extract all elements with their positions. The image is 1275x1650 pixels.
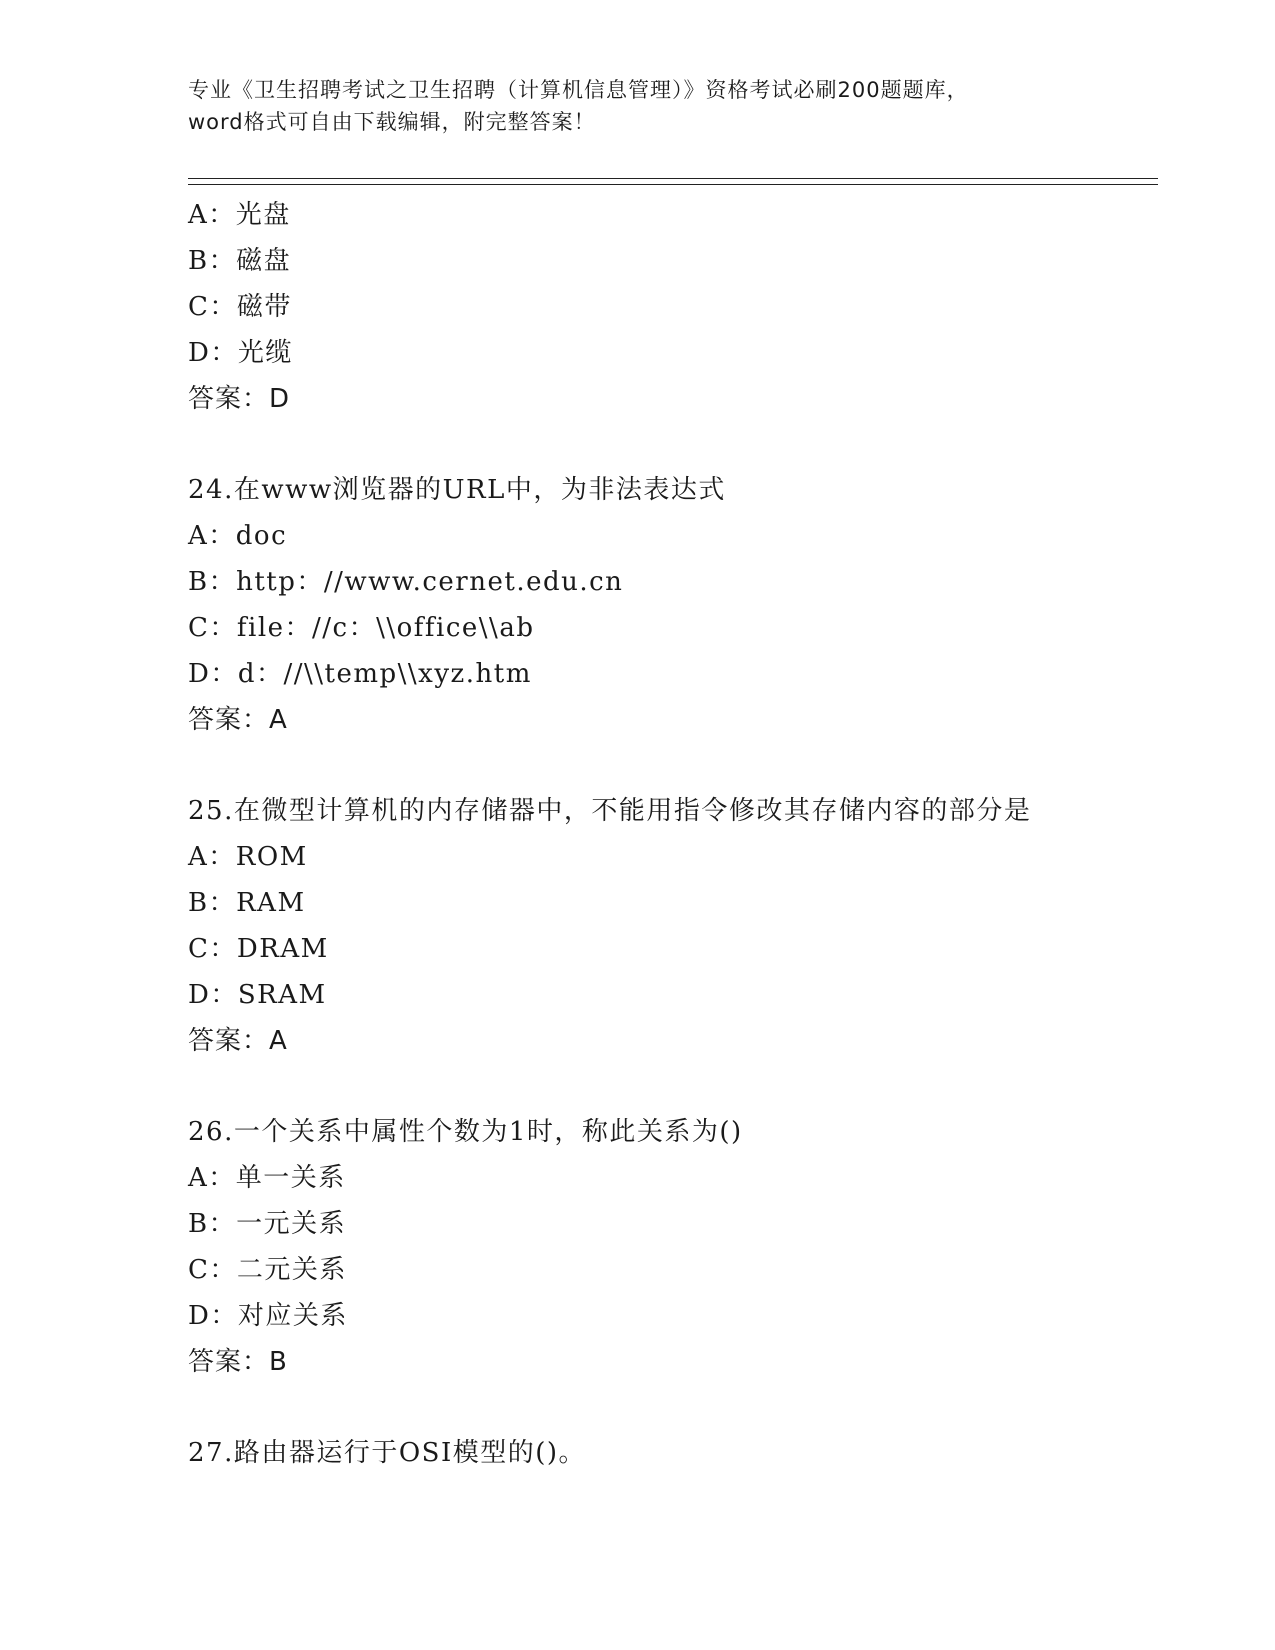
answer-text: 答案：A	[188, 1026, 288, 1056]
question-block-23	[188, 192, 1168, 422]
header-divider-bottom	[188, 184, 1158, 185]
option-d: D：SRAM	[188, 980, 327, 1010]
option-c: C：file：//c：\\office\\ab	[188, 613, 535, 643]
option-b: B：一元关系	[188, 1209, 347, 1239]
question-block-27	[188, 1430, 1168, 1476]
answer-text: 答案：A	[188, 705, 288, 735]
option-a: A：光盘	[188, 200, 291, 230]
question-text: 25.在微型计算机的内存储器中，不能用指令修改其存储内容的部分是	[188, 796, 1032, 826]
header-divider-top	[188, 178, 1158, 179]
option-c: C：二元关系	[188, 1255, 347, 1285]
option-d: D：对应关系	[188, 1301, 348, 1331]
option-a: A：ROM	[188, 842, 308, 872]
option-c: C：DRAM	[188, 934, 329, 964]
header-line-2: word格式可自由下载编辑，附完整答案！	[188, 110, 596, 134]
question-text: 26.一个关系中属性个数为1时，称此关系为()	[188, 1117, 743, 1147]
answer-text: 答案：D	[188, 384, 291, 414]
header-line-1: 专业《卫生招聘考试之卫生招聘（计算机信息管理）》资格考试必刷200题题库，	[188, 78, 969, 102]
option-c: C：磁带	[188, 292, 292, 322]
question-block-26	[188, 1109, 1168, 1385]
option-d: D：光缆	[188, 338, 293, 368]
question-block-24	[188, 467, 1168, 743]
option-b: B：磁盘	[188, 246, 292, 276]
document-header	[188, 74, 1088, 138]
option-b: B：http：//www.cernet.edu.cn	[188, 567, 624, 597]
answer-text: 答案：B	[188, 1347, 288, 1377]
question-list	[188, 192, 1168, 1476]
question-block-25	[188, 788, 1168, 1064]
question-text: 27.路由器运行于OSI模型的()。	[188, 1438, 587, 1468]
option-a: A：单一关系	[188, 1163, 346, 1193]
question-text: 24.在www浏览器的URL中，为非法表达式	[188, 475, 726, 505]
option-d: D：d：//\\temp\\xyz.htm	[188, 659, 532, 689]
option-a: A：doc	[188, 521, 288, 551]
option-b: B：RAM	[188, 888, 306, 918]
